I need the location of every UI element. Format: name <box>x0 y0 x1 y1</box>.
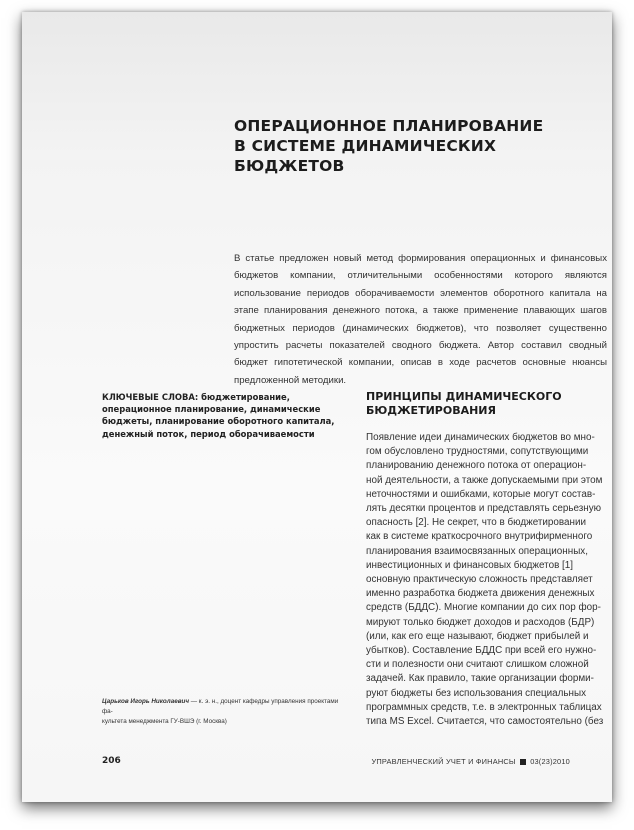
article-abstract: В статье предложен новый метод формирования операционных и финансовых бюджетов компании, отличительными особенностями которого являются использование периодов оборачиваемости элементов оборотного капитала на этапе планирования денежного потока, а также применение плавающих шагов бюджетных периодов (динамических бюджетов), что позволяет существенно упростить расчеты показателей сводного бюджета. Автор составил сводный бюджет гипотетической компании, описав в ходе расчетов основные нюансы предложенной методики. <box>234 253 607 386</box>
article-keywords: КЛЮЧЕВЫЕ СЛОВА: бюджетирование, операционное планирование, динамические бюджеты, планирование оборотного капитала, денежный поток, период оборачиваемости <box>102 392 335 439</box>
body-text <box>366 431 607 729</box>
journal-name: УПРАВЛЕНЧЕСКИЙ УЧЕТ И ФИНАНСЫ <box>371 757 516 766</box>
body-line: программных средств, т.е. в электронных таблицах <box>366 701 602 713</box>
body-line: Появление идеи динамических бюджетов во мно- <box>366 432 595 443</box>
body-line: планированию денежного потока от операцион- <box>366 460 587 472</box>
body-line: сти и полезности они считают слишком сложной <box>366 659 589 671</box>
body-line: (или, как его еще называют, бюджет прибылей и <box>366 630 589 642</box>
body-line: мируют только бюджет доходов и расходов (БДР) <box>366 616 595 628</box>
article-title-line-1: ОПЕРАЦИОННОЕ ПЛАНИРОВАНИЕ <box>234 117 544 135</box>
journal-page <box>22 12 612 802</box>
body-line: гом обусловлено трудностями, сопутствующими <box>366 446 589 458</box>
body-line: инвестиционных и финансовых бюджетов [1] <box>366 559 574 571</box>
section-heading-line-1: ПРИНЦИПЫ ДИНАМИЧЕСКОГО <box>366 390 562 403</box>
body-line: опасность [2]. Не секрет, что в бюджетировании <box>366 517 587 529</box>
body-line: неточностями и ошибками, которые могут состав- <box>366 488 596 500</box>
section-heading <box>366 390 606 418</box>
body-line: как в системе краткосрочного внутрифирменного <box>366 531 593 543</box>
journal-footer <box>371 757 570 766</box>
article-title <box>234 116 594 176</box>
body-line: средств (БДДС). Многие компании до сих пор фор- <box>366 602 601 614</box>
section-heading-line-2: БЮДЖЕТИРОВАНИЯ <box>366 404 496 417</box>
square-separator-icon <box>520 759 526 765</box>
article-title-line-2: В СИСТЕМЕ ДИНАМИЧЕСКИХ БЮДЖЕТОВ <box>234 137 497 175</box>
author-name: Царьков Игорь Николаевич <box>102 698 190 705</box>
body-line: типа MS Excel. Считается, что самостоятельно (без <box>366 716 604 728</box>
body-line: лять десятки процентов и представлять серьезную <box>366 503 602 515</box>
body-line: ной деятельности, а также допускаемыми при этом <box>366 474 603 486</box>
author-info <box>102 697 342 727</box>
body-line: основную практическую сложность представляет <box>366 574 593 586</box>
body-line: планирования взаимосвязанных операционных, <box>366 545 588 557</box>
body-line: именно разработка бюджета движения денежных <box>366 588 595 600</box>
author-affiliation-line-2: культета менеджмента ГУ-ВШЭ (г. Москва) <box>102 718 227 725</box>
journal-issue: 03(23)2010 <box>530 757 570 766</box>
body-line: руют бюджеты без использования специальных <box>366 687 587 699</box>
body-line: задачей. Как правило, такие организации форми- <box>366 673 594 685</box>
author-affiliation-line-1: — к. э. н., доцент кафедры управления проектами фа- <box>102 698 339 715</box>
page-number: 206 <box>102 756 121 766</box>
body-line: убытков). Составление БДДС при всей его нужно- <box>366 645 597 657</box>
